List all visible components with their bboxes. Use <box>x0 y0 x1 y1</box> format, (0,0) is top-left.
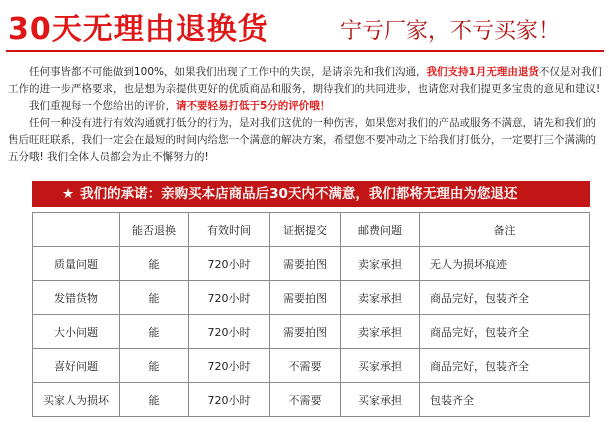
policy-text <box>8 64 602 166</box>
table-cell: 卖家承担 <box>341 315 420 349</box>
column-header: 能否退换 <box>120 213 189 247</box>
table-cell: 发错货物 <box>33 281 120 315</box>
table-cell: 720小时 <box>189 349 270 383</box>
table-cell: 卖家承担 <box>341 247 420 281</box>
promise-text: 我们的承诺：亲购买本店商品后30天内不满意，我们都将无理由为您退还 <box>80 186 518 202</box>
table-cell: 需要拍图 <box>270 315 341 349</box>
table-row <box>33 281 590 315</box>
paragraph-2 <box>8 98 602 115</box>
table-cell: 大小问题 <box>33 315 120 349</box>
paragraph-text: 任何事皆都不可能做到100%，如果我们出现了工作中的失误，是请亲先和我们沟通， <box>8 66 427 78</box>
paragraph-text: 任何一种没有进行有效沟通就打低分的行为，是对我们这优的一种伤害，如果您对我们的产品或服务不满意，请先和我们的售后旺旺联系，我们一定会在最短的时间内给您一个满意的解决方案，希望您不要冲动之下给我们打低分，一定要打三个满满的五分哦! 我们全体人员都会为止不懈努力的! <box>8 117 596 163</box>
table-cell: 商品完好，包装齐全 <box>420 349 590 383</box>
table-cell: 不需要 <box>270 383 341 417</box>
header-divider <box>6 50 604 52</box>
table-cell: 能 <box>120 315 189 349</box>
paragraph-3 <box>8 115 602 166</box>
table-cell: 720小时 <box>189 281 270 315</box>
promise-banner <box>32 181 590 207</box>
header <box>0 0 609 52</box>
table-cell: 能 <box>120 383 189 417</box>
table-cell: 买家人为损坏 <box>33 383 120 417</box>
slogan: 宁亏厂家，不亏买家！ <box>340 19 561 44</box>
table-cell: 买家承担 <box>341 383 420 417</box>
column-header: 备注 <box>420 213 590 247</box>
table-cell: 商品完好，包装齐全 <box>420 281 590 315</box>
paragraph-text: 不仅是对我们工作的进一步严格要求，也是想为亲提供更好的优质商品和服务，期待我们的共同进步，也请您对我们提更多宝贵的意见和建议! <box>8 66 602 95</box>
page-title: 30天无理由退换货 <box>8 12 269 47</box>
table-cell: 720小时 <box>189 247 270 281</box>
table-cell: 能 <box>120 247 189 281</box>
paragraph-text: 我们重视每一个您给出的评价， <box>8 100 176 112</box>
highlight-text: 我们支持1月无理由退货 <box>426 66 539 78</box>
table-cell: 需要拍图 <box>270 281 341 315</box>
table-cell: 需要拍图 <box>270 247 341 281</box>
table-header-row <box>33 213 590 247</box>
table-cell: 买家承担 <box>341 349 420 383</box>
table-row <box>33 383 590 417</box>
table-cell: 喜好问题 <box>33 349 120 383</box>
paragraph-1 <box>8 64 602 98</box>
table-cell: 不需要 <box>270 349 341 383</box>
table-row <box>33 247 590 281</box>
table-cell: 能 <box>120 281 189 315</box>
table-cell: 质量问题 <box>33 247 120 281</box>
table-cell: 无人为损坏痕迹 <box>420 247 590 281</box>
table-row <box>33 315 590 349</box>
return-policy-table <box>32 212 590 417</box>
table-cell: 720小时 <box>189 315 270 349</box>
table-cell: 商品完好，包装齐全 <box>420 315 590 349</box>
column-header <box>33 213 120 247</box>
table-cell: 卖家承担 <box>341 281 420 315</box>
star-icon: ★ <box>62 186 75 202</box>
table-cell: 包装齐全 <box>420 383 590 417</box>
table-row <box>33 349 590 383</box>
table-cell: 720小时 <box>189 383 270 417</box>
column-header: 证据提交 <box>270 213 341 247</box>
table-cell: 能 <box>120 349 189 383</box>
column-header: 邮费问题 <box>341 213 420 247</box>
column-header: 有效时间 <box>189 213 270 247</box>
highlight-text: 请不要轻易打低于5分的评价哦！ <box>176 100 331 112</box>
